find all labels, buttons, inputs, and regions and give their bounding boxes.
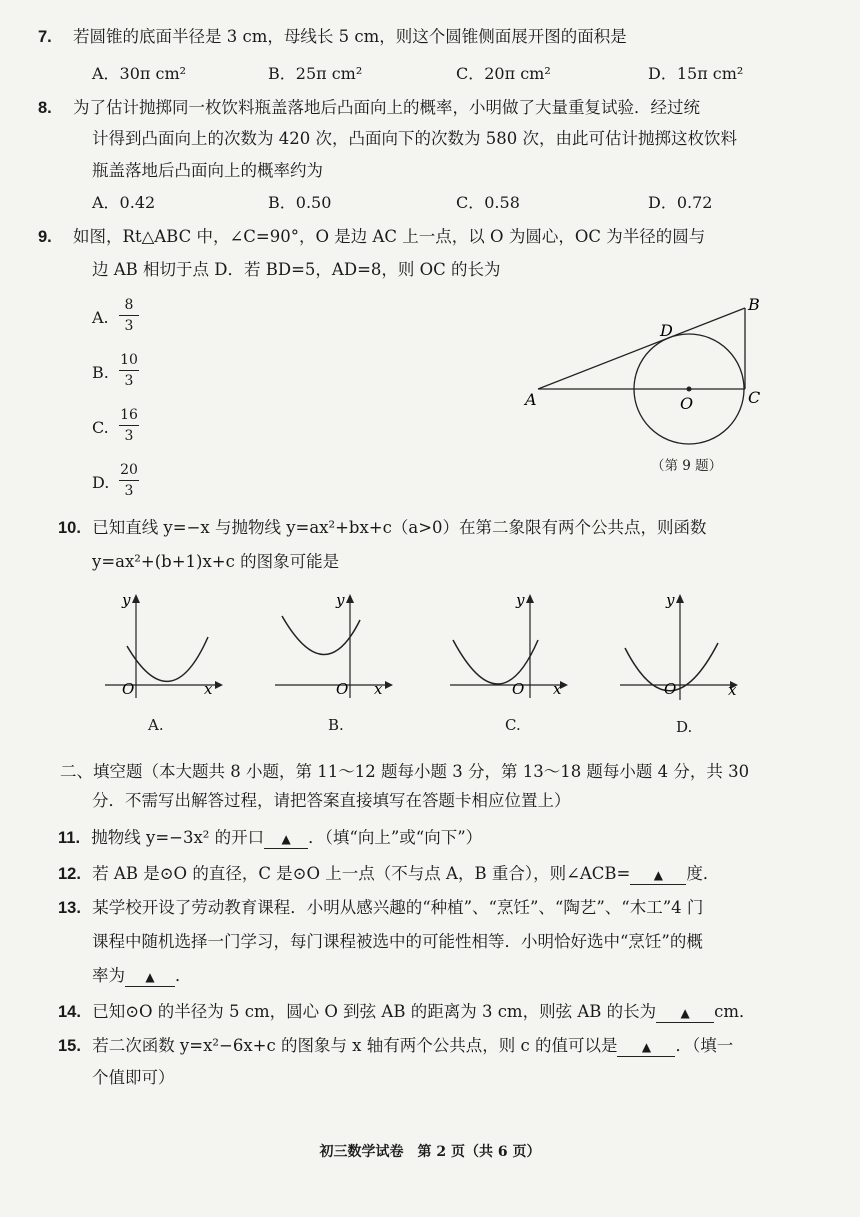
question-15 (58, 1036, 733, 1057)
label-c: C (748, 388, 761, 407)
x-axis-label: x (204, 680, 213, 698)
answer-blank (264, 829, 308, 849)
question-text-line: 瓶盖落地后凸面向上的概率约为 (92, 161, 323, 180)
blank-triangle-icon: ▲ (653, 868, 663, 882)
center-point-o (687, 387, 692, 392)
graph-b (270, 588, 410, 708)
question-text-line: 课程中随机选择一门学习，每门课程被选中的可能性相等．小明恰好选中“烹饪”的概 (92, 932, 703, 951)
x-axis-label: x (728, 681, 737, 699)
y-axis-label: y (122, 591, 131, 609)
graph-c-label: C. (505, 716, 521, 734)
question-9 (38, 227, 705, 247)
option-b-letter: B. (92, 363, 109, 382)
question-text: 度． (686, 864, 720, 883)
question-text-line: 计得到凸面向上的次数为 420 次，凸面向下的次数为 580 次，由此可估计抛掷这枚饮料 (92, 129, 737, 148)
option-c: C．0.58 (456, 193, 520, 212)
option-b: B．25π cm² (268, 64, 363, 83)
answer-blank (617, 1037, 675, 1057)
question-number: 15. (58, 1037, 81, 1055)
origin-label: O (122, 680, 135, 698)
graph-a-label: A. (148, 716, 164, 734)
option-d-letter: D. (92, 473, 110, 492)
answer-blank (630, 865, 686, 885)
y-axis-label: y (516, 591, 525, 609)
question-text-line: 个值即可） (92, 1068, 175, 1087)
label-o: O (680, 394, 694, 413)
question-text: ．（填“向上”或“向下”） (308, 828, 483, 847)
question-text: 若圆锥的底面半径是 3 cm，母线长 5 cm，则这个圆锥侧面展开图的面积是 (73, 27, 627, 46)
blank-triangle-icon: ▲ (641, 1040, 652, 1054)
blank-triangle-icon: ▲ (145, 970, 155, 984)
question-number: 7. (38, 28, 52, 46)
y-axis-label: y (666, 591, 675, 609)
question-text-line: 如图，Rt△ABC 中，∠C=90°，O 是边 AC 上一点，以 O 为圆心，OC 为半径的圆与 (73, 227, 706, 246)
x-axis-label: x (553, 680, 562, 698)
origin-label: O (664, 680, 677, 698)
question-text-line: 为了估计抛掷同一枚饮料瓶盖落地后凸面向上的概率，小明做了大量重复试验．经过统 (73, 98, 701, 117)
option-a-fraction: 8 3 (116, 296, 142, 335)
parabola-curve (127, 637, 208, 681)
figure-caption: （第 9 题） (651, 458, 723, 474)
option-c-fraction: 16 3 (120, 407, 138, 444)
question-text: cm． (714, 1002, 756, 1021)
question-text-line: 已知直线 y=−x 与抛物线 y=ax²+bx+c（a>0）在第二象限有两个公共点，则函数 (92, 518, 707, 537)
answer-blank (125, 967, 175, 987)
question-number: 10. (58, 519, 81, 537)
question-12 (58, 864, 719, 885)
origin-label: O (336, 680, 349, 698)
option-c: C．20π cm² (456, 64, 551, 83)
blank-triangle-icon: ▲ (680, 1006, 690, 1020)
question-text-line: 某学校开设了劳动教育课程．小明从感兴趣的“种植”、“烹饪”、“陶艺”、“木工”4 门 (92, 898, 704, 917)
label-b: B (748, 295, 760, 314)
origin-label: O (512, 680, 525, 698)
label-a: A (525, 390, 537, 409)
graph-c (445, 588, 585, 708)
y-axis-label: y (336, 591, 345, 609)
question-text: ．（填一 (675, 1036, 734, 1055)
graph-d-label: D. (676, 718, 693, 736)
option-b-fraction: 10 3 (120, 352, 138, 389)
blank-triangle-icon: ▲ (281, 832, 291, 846)
option-d-fraction: 20 3 (120, 462, 138, 499)
question-number: 12. (58, 865, 81, 883)
label-d: D (660, 321, 673, 340)
option-a: A．30π cm² (92, 64, 187, 83)
option-a: A．0.42 (92, 193, 156, 212)
question-text: 若 AB 是⊙O 的直径，C 是⊙O 上一点（不与点 A，B 重合），则∠ACB= (92, 864, 631, 883)
question-number: 8. (38, 99, 52, 117)
question-text-line: 边 AB 相切于点 D．若 BD=5，AD=8，则 OC 的长为 (92, 260, 501, 279)
question-number: 13. (58, 899, 81, 917)
question-text-line: y=ax²+(b+1)x+c 的图象可能是 (92, 552, 340, 571)
parabola-curve (453, 640, 538, 684)
question-7 (38, 27, 627, 47)
question-number: 11. (58, 829, 81, 847)
answer-blank (656, 1003, 714, 1023)
segment-ab (538, 308, 745, 389)
x-axis-label: x (374, 680, 383, 698)
question-8 (38, 98, 700, 118)
option-a-letter: A. (92, 308, 109, 327)
question-number: 14. (58, 1003, 81, 1021)
option-d: D．0.72 (648, 193, 713, 212)
question-text: 若二次函数 y=x²−6x+c 的图象与 x 轴有两个公共点，则 c 的值可以是 (92, 1036, 618, 1055)
parabola-curve (282, 616, 360, 655)
question-number: 9. (38, 228, 52, 246)
graph-a (100, 588, 240, 708)
question-text: 抛物线 y=−3x² 的开口 (91, 828, 265, 847)
option-c-letter: C. (92, 418, 109, 437)
graph-d (615, 588, 755, 713)
question-14 (58, 1002, 756, 1023)
option-d: D．15π cm² (648, 64, 744, 83)
section-2-instructions: 分．不需写出解答过程，请把答案直接填写在答题卡相应位置上） (92, 791, 571, 810)
question-text: 已知⊙O 的半径为 5 cm，圆心 O 到弦 AB 的距离为 3 cm，则弦 AB 的长为 (92, 1002, 657, 1021)
q9-figure (520, 290, 780, 450)
question-text-line: 率为 ▲ ． (92, 966, 192, 985)
question-11 (58, 828, 482, 849)
question-13 (58, 898, 703, 918)
page-footer: 初三数学试卷 第 2 页（共 6 页） (319, 1144, 541, 1160)
question-10 (58, 518, 707, 538)
graph-b-label: B. (328, 716, 344, 734)
section-2-heading: 二、填空题（本大题共 8 小题，第 11～12 题每小题 3 分，第 13～18 题每小题 4 分，共 30 (60, 762, 750, 781)
option-b: B．0.50 (268, 193, 332, 212)
